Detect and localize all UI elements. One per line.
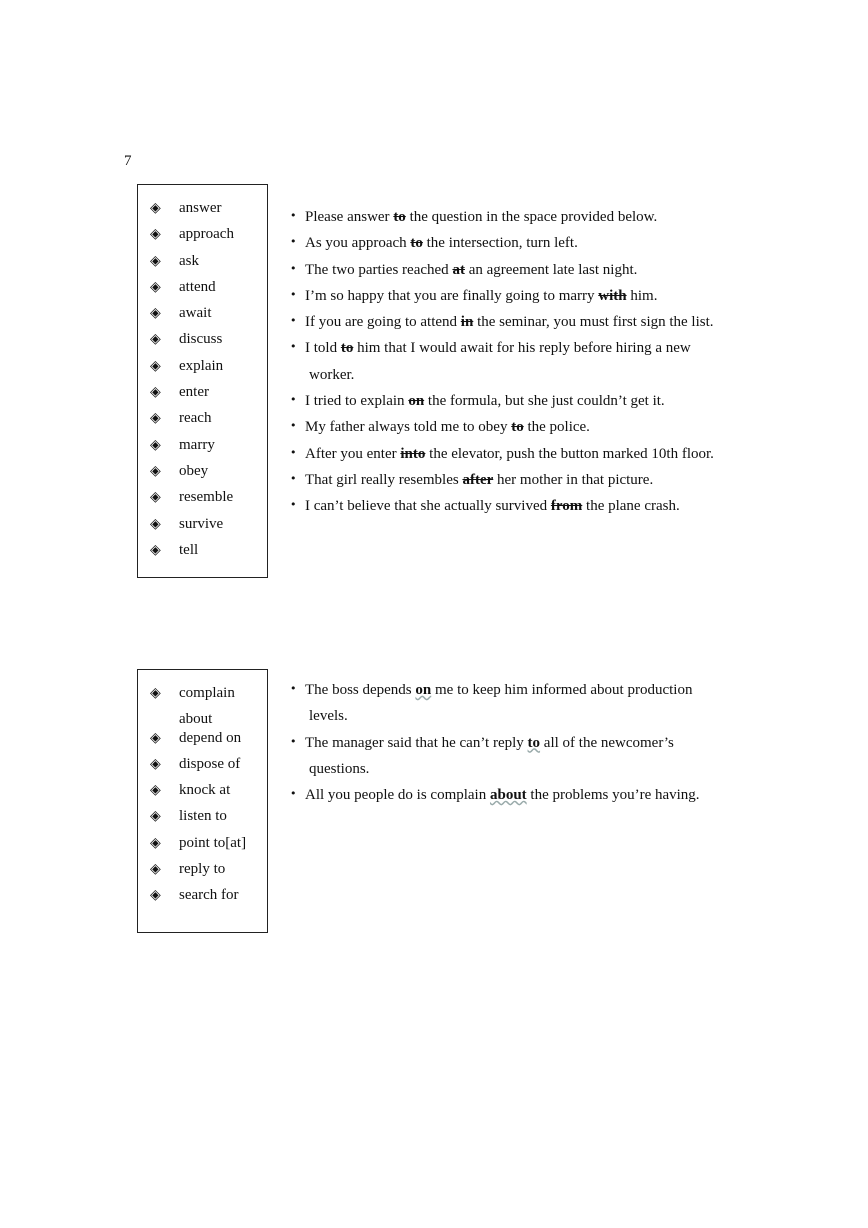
word-label: obey: [179, 462, 209, 479]
marked-preposition: to: [410, 235, 423, 252]
sentence-item: [290, 335, 760, 388]
sentence-text: me to keep him informed about production: [431, 682, 693, 698]
marked-preposition: to: [527, 734, 541, 751]
sentence-continuation: levels.: [309, 708, 348, 725]
bullet-icon: •: [290, 498, 297, 512]
sentence-item: [290, 257, 760, 283]
marked-preposition: to: [340, 340, 354, 357]
word-label: approach: [179, 226, 234, 243]
sentence-text: the question in the space provided below.: [405, 209, 658, 225]
bullet-icon: •: [290, 787, 297, 801]
word-item: [138, 886, 267, 912]
sentence-text: All you people do is complain: [305, 787, 490, 804]
bullet-icon: •: [290, 235, 297, 249]
marked-preposition: at: [452, 261, 465, 278]
sentence-item: [290, 414, 760, 440]
sentence-text: I tried to explain: [305, 393, 409, 410]
sentence-item: [290, 309, 760, 335]
sentence-list-1: [290, 204, 760, 520]
word-label: reach: [179, 410, 212, 427]
word-label: knock at: [179, 782, 231, 799]
word-item: [138, 383, 267, 409]
word-label: search for: [179, 887, 239, 904]
sentence-text: After you enter: [305, 445, 401, 462]
sentence-text: My father always told me to obey: [305, 419, 512, 436]
word-item: [138, 729, 267, 755]
diamond-bullet-icon: ◈: [150, 252, 161, 269]
bullet-icon: •: [290, 209, 297, 222]
diamond-bullet-icon: ◈: [150, 808, 161, 825]
word-item: [138, 488, 267, 514]
marked-preposition: after: [462, 471, 494, 488]
sentence-item: [290, 230, 760, 256]
diamond-bullet-icon: ◈: [150, 861, 161, 878]
marked-preposition: with: [598, 287, 627, 304]
diamond-bullet-icon: ◈: [150, 200, 161, 216]
word-label: answer: [179, 200, 222, 216]
sentence-text: the elevator, push the button marked 10th floor.: [425, 445, 714, 462]
word-label: ask: [179, 252, 199, 269]
word-item: [138, 304, 267, 330]
marked-preposition: on: [415, 682, 432, 698]
diamond-bullet-icon: ◈: [150, 331, 161, 348]
word-box-1: [137, 184, 268, 578]
sentence-text: I’m so happy that you are finally going to marry: [305, 287, 599, 304]
diamond-bullet-icon: ◈: [150, 887, 161, 904]
diamond-bullet-icon: ◈: [150, 462, 161, 479]
sentence-continuation: worker.: [309, 366, 355, 383]
diamond-bullet-icon: ◈: [150, 436, 161, 453]
marked-preposition: on: [408, 393, 425, 410]
sentence-text: the plane crash.: [582, 498, 680, 515]
sentence-item: [290, 493, 760, 519]
sentence-item: [290, 782, 760, 808]
bullet-icon: •: [290, 340, 297, 354]
word-label: reply to: [179, 861, 226, 878]
sentence-text: I told: [305, 340, 341, 357]
diamond-bullet-icon: ◈: [150, 515, 161, 532]
diamond-bullet-icon: ◈: [150, 755, 161, 772]
bullet-icon: •: [290, 314, 297, 328]
sentence-text: an agreement late last night.: [464, 261, 638, 278]
word-label: await: [179, 305, 212, 322]
marked-preposition: into: [400, 445, 426, 462]
marked-preposition: to: [393, 209, 406, 225]
bullet-icon: •: [290, 261, 297, 275]
sentence-text: I can’t believe that she actually survived: [305, 498, 551, 515]
word-label: marry: [179, 436, 215, 453]
bullet-icon: •: [290, 419, 297, 433]
marked-preposition: in: [460, 314, 474, 331]
word-item: [138, 436, 267, 462]
word-item: [138, 680, 259, 733]
diamond-bullet-icon: ◈: [150, 410, 161, 427]
word-label: complain about: [179, 685, 235, 728]
word-item: [138, 278, 267, 304]
word-label: explain: [179, 357, 224, 374]
sentence-item: [290, 388, 760, 414]
word-item: [138, 755, 267, 781]
diamond-bullet-icon: ◈: [150, 782, 161, 799]
sentence-item: [290, 467, 760, 493]
diamond-bullet-icon: ◈: [150, 729, 161, 746]
marked-preposition: to: [511, 419, 524, 436]
bullet-icon: •: [290, 287, 297, 301]
diamond-bullet-icon: ◈: [150, 357, 161, 374]
bullet-icon: •: [290, 393, 297, 407]
sentence-text: him that I would await for his reply before hiring a new: [353, 340, 691, 357]
sentence-item: [290, 441, 760, 467]
sentence-text: him.: [626, 287, 658, 304]
word-item: [138, 541, 267, 567]
word-item: [138, 515, 267, 541]
word-label: attend: [179, 278, 216, 295]
sentence-continuation: questions.: [309, 760, 370, 777]
sentence-list-2: [290, 677, 760, 808]
sentence-text: the formula, but she just couldn’t get it.: [424, 393, 665, 410]
sentence-item: [290, 283, 760, 309]
word-item: [138, 199, 267, 225]
diamond-bullet-icon: ◈: [150, 685, 161, 701]
diamond-bullet-icon: ◈: [150, 834, 161, 851]
sentence-text: her mother in that picture.: [493, 471, 654, 488]
bullet-icon: •: [290, 445, 297, 459]
word-item: [138, 462, 267, 488]
page-number: 7: [124, 153, 132, 169]
sentence-text: That girl really resembles: [305, 471, 463, 488]
sentence-text: If you are going to attend: [305, 314, 461, 331]
word-label: survive: [179, 515, 224, 532]
diamond-bullet-icon: ◈: [150, 384, 161, 401]
sentence-text: the police.: [523, 419, 590, 436]
sentence-text: the seminar, you must first sign the list.: [473, 314, 714, 331]
bullet-icon: •: [290, 682, 297, 695]
word-label: resemble: [179, 489, 234, 506]
word-label: dispose of: [179, 755, 241, 772]
sentence-text: the intersection, turn left.: [422, 235, 578, 252]
word-item: [138, 834, 267, 860]
bullet-icon: •: [290, 734, 297, 748]
word-box-2: [137, 669, 268, 933]
sentence-item: [290, 730, 760, 783]
word-label: listen to: [179, 808, 227, 825]
word-item: [138, 357, 267, 383]
word-label: discuss: [179, 331, 223, 348]
sentence-item: [290, 677, 760, 730]
word-item: [138, 252, 267, 278]
word-item: [138, 781, 267, 807]
word-item: [138, 225, 267, 251]
bullet-icon: •: [290, 471, 297, 485]
sentence-text: the problems you’re having.: [526, 787, 700, 804]
word-label: tell: [179, 541, 199, 558]
sentence-text: Please answer: [305, 209, 394, 225]
sentence-item: [290, 204, 760, 230]
word-label: depend on: [179, 729, 242, 746]
sentence-text: The two parties reached: [305, 261, 453, 278]
diamond-bullet-icon: ◈: [150, 278, 161, 295]
word-item: [138, 409, 267, 435]
sentence-text: The manager said that he can’t reply: [305, 734, 528, 751]
word-item: [138, 807, 267, 833]
diamond-bullet-icon: ◈: [150, 226, 161, 243]
word-label: enter: [179, 384, 209, 401]
marked-preposition: from: [550, 498, 583, 515]
sentence-text: As you approach: [305, 235, 411, 252]
diamond-bullet-icon: ◈: [150, 489, 161, 506]
word-item: [138, 330, 267, 356]
diamond-bullet-icon: ◈: [150, 305, 161, 322]
word-item: [138, 860, 267, 886]
sentence-text: The boss depends: [305, 682, 416, 698]
diamond-bullet-icon: ◈: [150, 541, 161, 558]
word-label: point to[at]: [179, 834, 247, 851]
sentence-text: all of the newcomer’s: [540, 734, 674, 751]
marked-preposition: about: [489, 787, 527, 804]
